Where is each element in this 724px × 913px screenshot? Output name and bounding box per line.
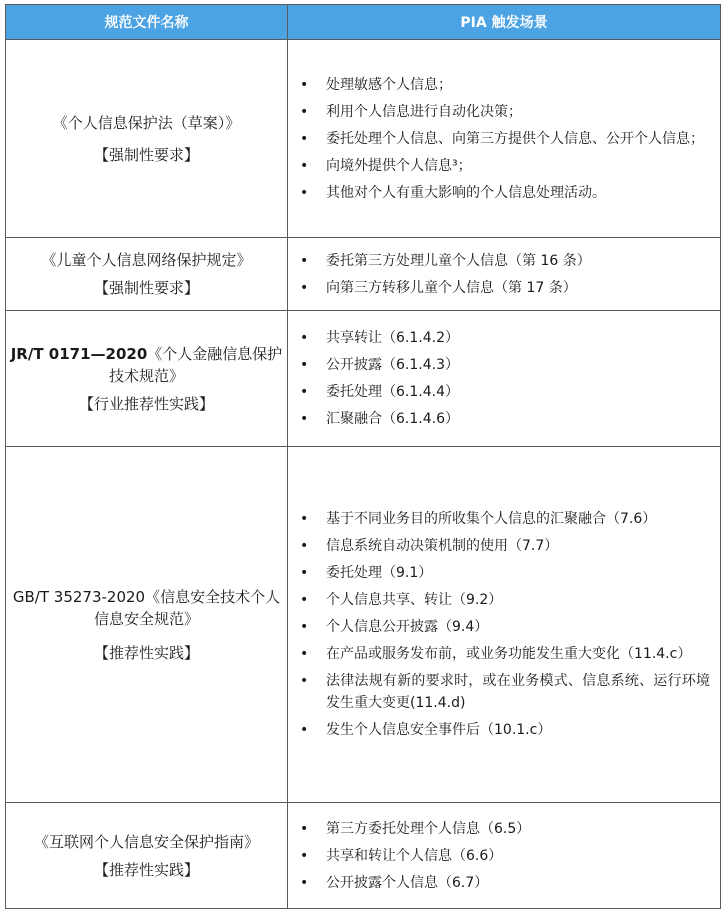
list-item: • 信息系统自动决策机制的使用（7.7） [288, 535, 710, 557]
requirement-level: 【推荐性实践】 [93, 860, 199, 879]
scenario-cell [288, 311, 721, 447]
table-row [6, 311, 721, 447]
list-item: • 共享转让（6.1.4.2） [288, 327, 710, 349]
list-item: • 共享和转让个人信息（6.6） [288, 845, 710, 867]
list-item: • 汇聚融合（6.1.4.6） [288, 408, 710, 430]
scenario-cell [288, 40, 721, 238]
document-name: 《儿童个人信息网络保护规定》 [41, 251, 252, 269]
document-name: GB/T 35273-2020《信息安全技术个人信息安全规范》 [12, 587, 281, 628]
list-item: • 其他对个人有重大影响的个人信息处理活动。 [288, 182, 710, 204]
list-item: • 利用个人信息进行自动化决策； [288, 101, 710, 123]
list-item: • 处理敏感个人信息； [288, 74, 710, 96]
table-row [6, 40, 721, 238]
scenario-list [288, 65, 720, 213]
document-cell [6, 803, 288, 909]
list-item: • 个人信息共享、转让（9.2） [288, 589, 710, 611]
scenario-list [288, 241, 720, 308]
list-item: • 公开披露个人信息（6.7） [288, 872, 710, 894]
scenario-cell [288, 238, 721, 311]
standard-title: 《个人金融信息保护技术规范》 [108, 344, 283, 385]
requirement-level: 【强制性要求】 [93, 279, 199, 297]
list-item: • 向境外提供个人信息³； [288, 155, 710, 177]
scenario-list [288, 499, 720, 750]
document-name [6, 343, 287, 387]
document-cell [6, 311, 288, 447]
requirement-level: 【行业推荐性实践】 [78, 394, 214, 413]
header-pia-scenarios: PIA 触发场景 [288, 5, 721, 40]
document-cell [6, 447, 288, 803]
list-item: • 委托处理（6.1.4.4） [288, 381, 710, 403]
list-item: • 基于不同业务目的所收集个人信息的汇聚融合（7.6） [288, 508, 710, 530]
requirement-level: 【推荐性实践】 [93, 643, 199, 662]
table-row [6, 447, 721, 803]
list-item: • 委托处理（9.1） [288, 562, 710, 584]
list-item: • 个人信息公开披露（9.4） [288, 616, 710, 638]
document-name: 《互联网个人信息安全保护指南》 [33, 832, 259, 851]
list-item: • 第三方委托处理个人信息（6.5） [288, 818, 710, 840]
table-row [6, 803, 721, 909]
document-cell [6, 40, 288, 238]
pia-trigger-table [5, 4, 721, 909]
document-name: 《个人信息保护法（草案）》 [52, 113, 241, 132]
scenario-cell [288, 803, 721, 909]
standard-code: JR/T 0171—2020 [10, 344, 148, 363]
document-cell [6, 238, 288, 311]
list-item: • 在产品或服务发布前，或业务功能发生重大变化（11.4.c） [288, 643, 710, 665]
list-item: • 向第三方转移儿童个人信息（第 17 条） [288, 277, 710, 299]
table-header-row [6, 5, 721, 40]
scenario-list [288, 809, 720, 903]
scenario-list [288, 318, 720, 439]
list-item: • 公开披露（6.1.4.3） [288, 354, 710, 376]
list-item: • 委托第三方处理儿童个人信息（第 16 条） [288, 250, 710, 272]
list-item: • 发生个人信息安全事件后（10.1.c） [288, 719, 710, 741]
table-row [6, 238, 721, 311]
list-item: • 委托处理个人信息、向第三方提供个人信息、公开个人信息； [288, 128, 710, 150]
header-document-name: 规范文件名称 [6, 5, 288, 40]
requirement-level: 【强制性要求】 [93, 145, 199, 164]
list-item: • 法律法规有新的要求时，或在业务模式、信息系统、运行环境发生重大变更(11.4.d) [288, 670, 710, 714]
scenario-cell [288, 447, 721, 803]
